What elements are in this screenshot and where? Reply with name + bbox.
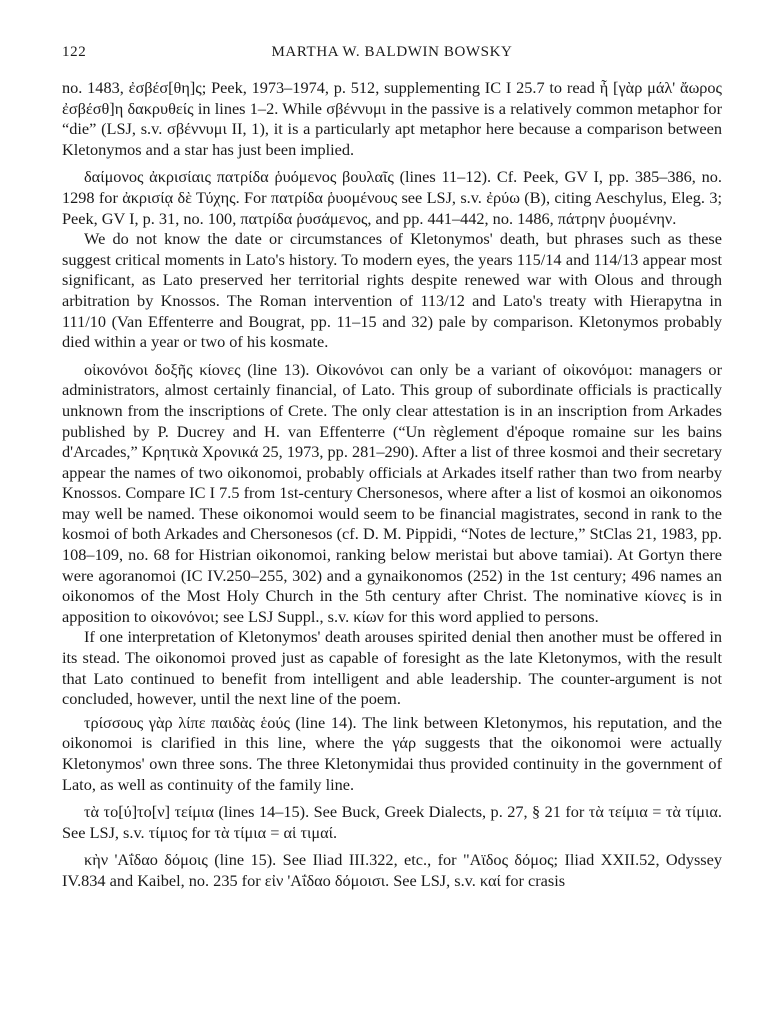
paragraph-6: τρίσσους γὰρ λίπε παιδὰς ἑούς (line 14). The link between Kletonymos, his reputation, and the oikonomoi is clarified in this line, where the γάρ suggests that the oikonomoi were actually Kletonymos' own three sons. The three Kletonymidai thus provided continuity in the government of Lato, as well as continuity of the family line.	[62, 712, 722, 794]
page-number: 122	[62, 44, 87, 60]
paragraph-5: If one interpretation of Kletonymos' death arouses spirited denial then another must be offered in its stead. The oikonomoi proved just as capable of foresight as the late Kletonymos, with the result that Lato continued to benefit from intelligent and able leadership. The counter-argument is not concluded, however, until the next line of the poem.	[62, 627, 722, 709]
page-header	[62, 44, 722, 70]
paragraph-8: κὴν 'Αΐδαο δόμοις (line 15). See Iliad III.322, etc., for "Αϊδος δόμος; Iliad XXII.52, Odyssey IV.834 and Kaibel, no. 235 for εἰν 'Αΐδαο δόμοισι. See LSJ, s.v. καί for crasis	[62, 850, 722, 890]
paragraph-7: τὰ το[ύ]το[ν] τείμια (lines 14–15). See Buck, Greek Dialects, p. 27, § 21 for τὰ τείμια = τὰ τίμια. See LSJ, s.v. τίμιος for τὰ τίμια = αἱ τιμαί.	[62, 802, 722, 842]
page	[62, 44, 722, 892]
paragraph-4: οἰκονόνοι δοξῆς κίονες (line 13). Οἰκονόνοι can only be a variant of οἰκονόμοι: managers or administrators, almost certainly financial, of Lato. This group of subordinate officials is practically unknown from the inscriptions of Crete. The only clear attestation is in an inscription from Arkades published by P. Ducrey and H. van Effenterre (“Un règlement d'époque romaine sur les bains d'Arcades,” Κρητικὰ Χρονικά 25, 1973, pp. 281–290). After a list of three kosmoi and their secretary appear the names of two oikonomoi, probably officials at Arkades itself rather than two from nearby Knossos. Compare IC I 7.5 from 1st-century Chersonesos, where after a list of kosmoi an oikonomos may well be named. These oikonomoi would seem to be financial magistrates, second in rank to the kosmoi of both Arkades and Chersonesos (cf. D. M. Pippidi, “Notes de lecture,” StClas 21, 1983, pp. 108–109, no. 68 for Histrian oikonomoi, ranking below meristai but above tamiai). At Gortyn there were agoranomoi (IC IV.250–255, 302) and a gynaikonomos (252) in the 1st century; 496 names an oikonomos of the Most Holy Church in the 5th century after Christ. The nominative κίονες is in apposition to οἰκονόνοι; see LSJ Suppl., s.v. κίων for this word applied to persons.	[62, 359, 722, 626]
paragraph-2: δαίμονος ἀκρισίαις πατρίδα ῥυόμενος βουλαῖς (lines 11–12). Cf. Peek, GV I, pp. 385–386, no. 1298 for ἀκρισίᾳ δὲ Τύχης. For πατρίδα ῥυομένους see LSJ, s.v. ἐρύω (B), citing Aeschylus, Eleg. 3; Peek, GV I, p. 31, no. 100, πατρίδα ῥυσάμενος, and pp. 441–442, no. 1486, πάτρην ῥυομένην.	[62, 167, 722, 228]
article-body	[62, 78, 722, 892]
paragraph-3: We do not know the date or circumstances of Kletonymos' death, but phrases such as these suggest critical moments in Lato's history. To modern eyes, the years 115/14 and 114/13 appear most significant, as Lato preserved her territorial rights despite renewed war with Olous and through arbitration by Knossos. The Roman intervention of 113/12 and Lato's treaty with Hierapytna in 111/10 (Van Effenterre and Bougrat, pp. 11–15 and 32) pale by comparison. Kletonymos probably died within a year or two of his kosmate.	[62, 229, 722, 352]
paragraph-1: no. 1483, ἐσβέσ[θη]ς; Peek, 1973–1974, p. 512, supplementing IC I 25.7 to read ἦ [γὰρ μάλ' ἄωρος ἐσβέσθ]η δακρυθείς in lines 1–2. While σβέννυμι in the passive is a relatively common metaphor for “die” (LSJ, s.v. σβέννυμι II, 1), it is a particularly apt metaphor here because a comparison between Kletonymos and a star has just been implied.	[62, 78, 722, 159]
running-title: MARTHA W. BALDWIN BOWSKY	[271, 44, 513, 60]
